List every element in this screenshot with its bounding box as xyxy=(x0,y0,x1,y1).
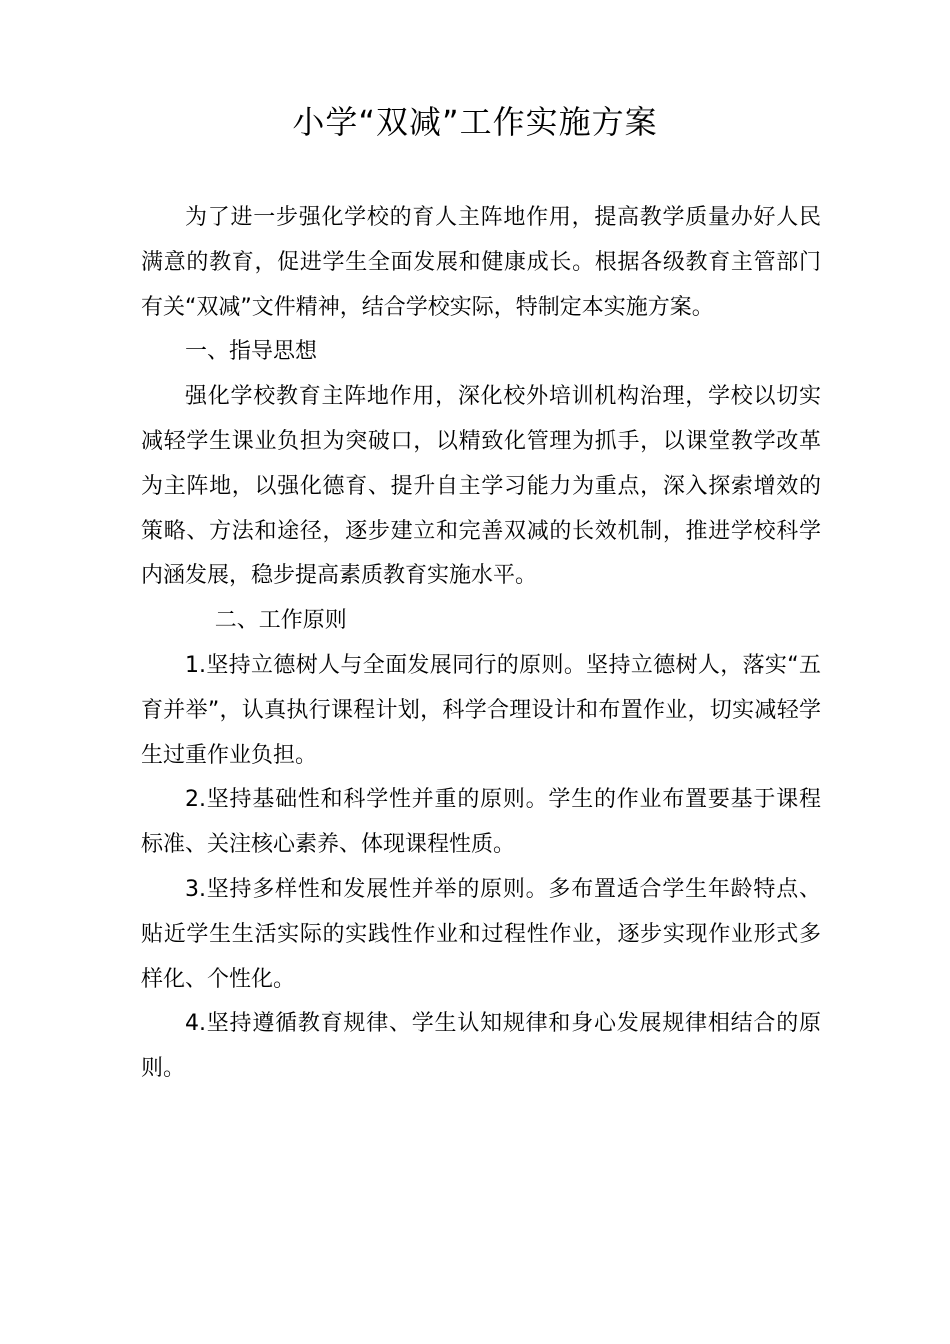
principle-1-paragraph: 1.坚持立德树人与全面发展同行的原则。坚持立德树人，落实“五育并举”，认真执行课程计划，科学合理设计和布置作业，切实减轻学生过重作业负担。 xyxy=(141,652,821,768)
document-body xyxy=(141,196,821,1092)
section-heading-work-principles: 二、工作原则 xyxy=(214,608,347,634)
principle-2-paragraph: 2.坚持基础性和科学性并重的原则。学生的作业布置要基于课程标准、关注核心素养、体现课程性质。 xyxy=(141,787,821,858)
guiding-ideology-paragraph: 强化学校教育主阵地作用，深化校外培训机构治理，学校以切实减轻学生课业负担为突破口，以精致化管理为抓手，以课堂教学改革为主阵地，以强化德育、提升自主学习能力为重点，深入探索增效的策略、方法和途径，逐步建立和完善双减的长效机制，推进学校科学内涵发展，稳步提高素质教育实施水平。 xyxy=(141,384,821,589)
principle-4-paragraph: 4.坚持遵循教育规律、学生认知规律和身心发展规律相结合的原则。 xyxy=(141,1011,821,1082)
section-heading-guiding-ideology: 一、指导思想 xyxy=(185,339,318,365)
principle-3-paragraph: 3.坚持多样性和发展性并举的原则。多布置适合学生年龄特点、贴近学生生活实际的实践性作业和过程性作业，逐步实现作业形式多样化、个性化。 xyxy=(141,876,821,992)
document-title: 小学“双减”工作实施方案 xyxy=(292,103,658,141)
intro-paragraph: 为了进一步强化学校的育人主阵地作用，提高教学质量办好人民满意的教育，促进学生全面发展和健康成长。根据各级教育主管部门有关“双减”文件精神，结合学校实际，特制定本实施方案。 xyxy=(141,205,821,320)
